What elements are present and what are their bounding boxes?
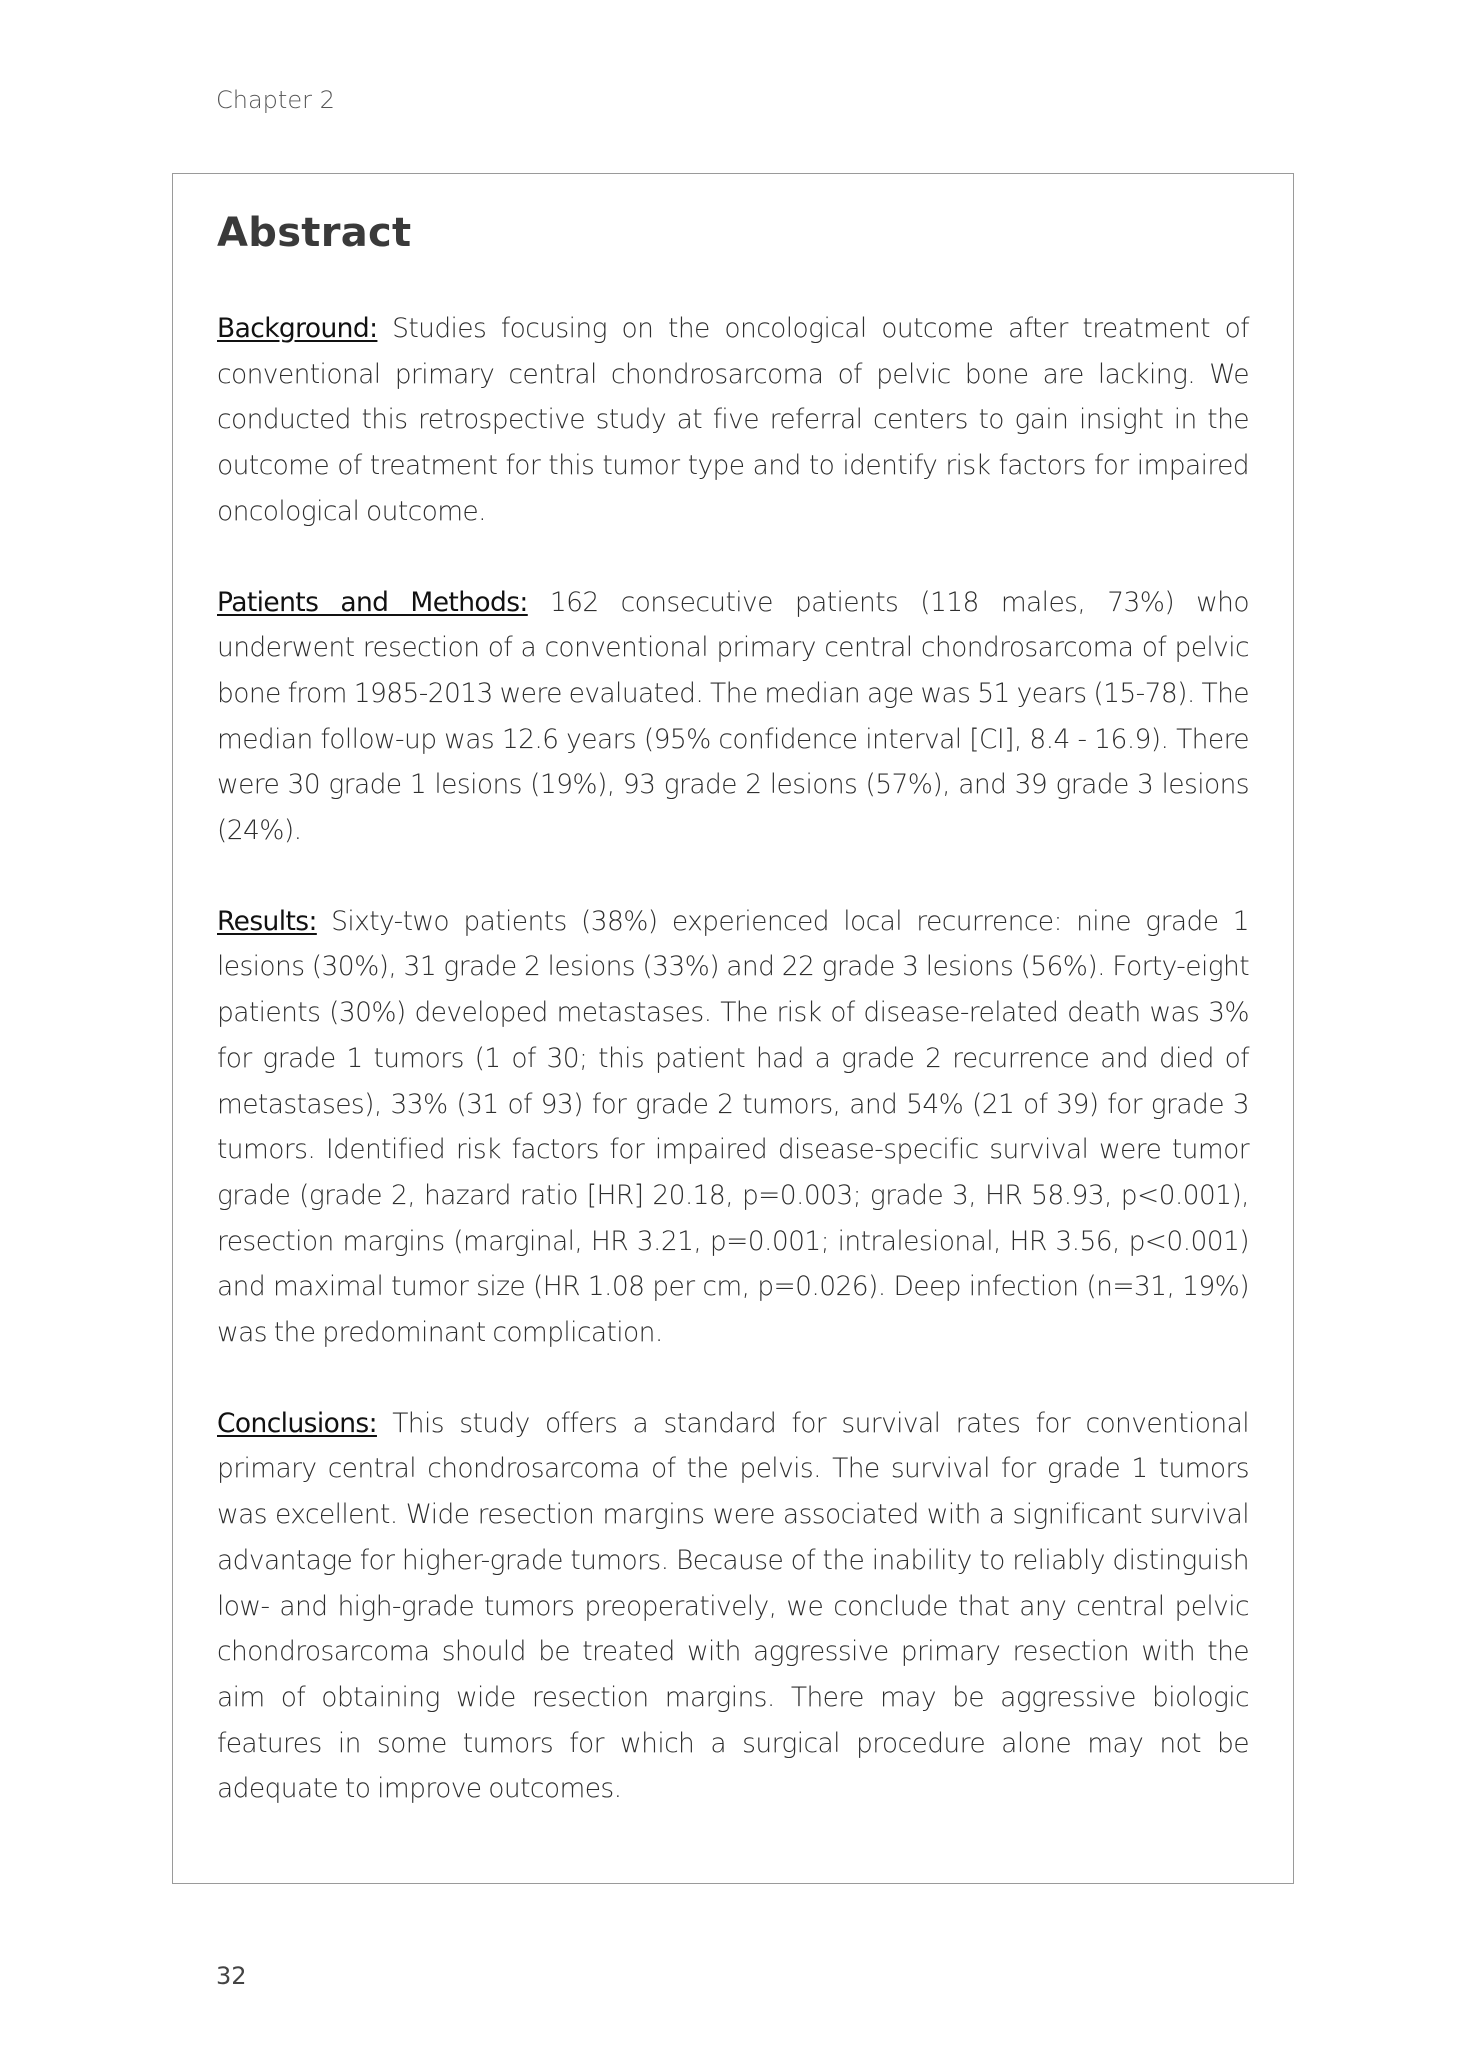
results-section: [217, 899, 1249, 1356]
background-label: Background:: [217, 313, 378, 344]
patients-methods-text: 162 consecutive patients (118 males, 73%) who underwent resection of a conventional primary central chondrosarcoma of pelvic bone from 1985-2013 were evaluated. The median age was 51 years (15-78). The median follow-up was 12.6 years (95% confidence interval [CI], 8.4 - 16.9). There were 30 grade 1 lesions (19%), 93 grade 2 lesions (57%), and 39 grade 3 lesions (24%).: [217, 586, 1249, 847]
background-text: Studies focusing on the oncological outcome after treatment of conventional primary central chondrosarcoma of pelvic bone are lacking. We conducted this retrospective study at five referral centers to gain insight in the outcome of treatment for this tumor type and to identify risk factors for impaired oncological outcome.: [217, 313, 1249, 527]
conclusions-text: This study offers a standard for survival rates for conventional primary central chondrosarcoma of the pelvis. The survival for grade 1 tumors was excellent. Wide resection margins were associated with a significant survival advantage for higher-grade tumors. Because of the inability to reliably distinguish low- and high-grade tumors preoperatively, we conclude that any central pelvic chondrosarcoma should be treated with aggressive primary resection with the aim of obtaining wide resection margins. There may be aggressive biologic features in some tumors for which a surgical procedure alone may not be adequate to improve outcomes.: [217, 1407, 1249, 1805]
results-text: Sixty-two patients (38%) experienced local recurrence: nine grade 1 lesions (30%), 31 grade 2 lesions (33%) and 22 grade 3 lesions (56%). Forty-eight patients (30%) developed metastases. The risk of disease-related death was 3% for grade 1 tumors (1 of 30; this patient had a grade 2 recurrence and died of metastases), 33% (31 of 93) for grade 2 tumors, and 54% (21 of 39) for grade 3 tumors. Identified risk factors for impaired disease-specific survival were tumor grade (grade 2, hazard ratio [HR] 20.18, p=0.003; grade 3, HR 58.93, p<0.001), resection margins (marginal, HR 3.21, p=0.001; intralesional, HR 3.56, p<0.001) and maximal tumor size (HR 1.08 per cm, p=0.026). Deep infection (n=31, 19%) was the predominant complication.: [217, 905, 1249, 1349]
conclusions-section: [217, 1401, 1249, 1812]
patients-methods-section: [217, 580, 1249, 854]
running-head: Chapter 2: [216, 86, 335, 114]
abstract-box: [172, 173, 1294, 1884]
results-label: Results:: [217, 905, 317, 937]
abstract-body: [217, 306, 1249, 1857]
page-number: 32: [216, 1962, 247, 1990]
patients-methods-label: Patients and Methods:: [217, 586, 528, 618]
abstract-title: Abstract: [217, 210, 412, 256]
conclusions-label: Conclusions:: [217, 1407, 377, 1439]
background-section: [217, 306, 1249, 535]
